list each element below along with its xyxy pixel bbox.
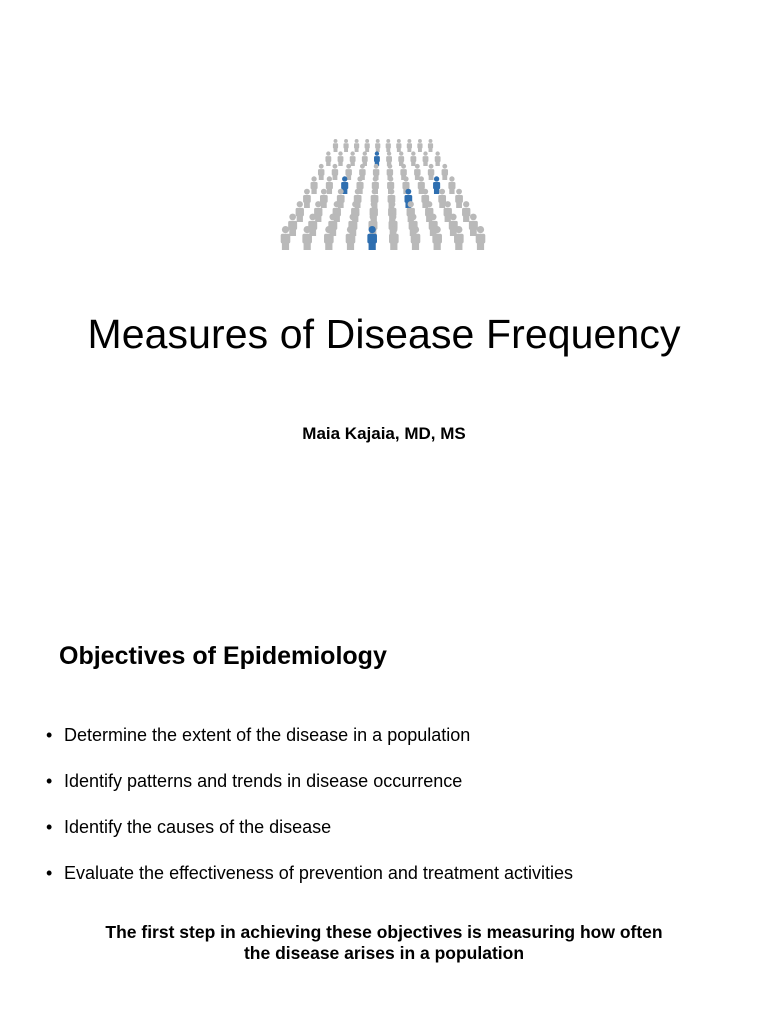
person-figure-icon (442, 164, 448, 180)
person-figure-icon (367, 226, 377, 250)
list-item (46, 858, 573, 904)
person-figure-icon (386, 139, 391, 152)
person-figure-icon (389, 226, 399, 250)
conclusion-line-1: The first step in achieving these objectives is measuring how often (105, 922, 663, 942)
list-item-text: Evaluate the effectiveness of prevention and treatment activities (64, 863, 573, 883)
person-figure-icon (288, 214, 297, 236)
conclusion-text (0, 922, 768, 964)
person-figure-icon (410, 151, 416, 166)
crowd-illustration (278, 126, 488, 266)
author-name: Maia Kajaia, MD, MS (302, 424, 466, 443)
person-figure-icon (365, 139, 370, 152)
person-figure-icon (428, 139, 433, 152)
person-figure-icon (296, 201, 304, 222)
person-figure-icon (417, 139, 422, 152)
objectives-heading: Objectives of Epidemiology (59, 642, 387, 670)
bullet-icon: • (46, 863, 53, 883)
list-item-text: Determine the extent of the disease in a population (64, 725, 471, 745)
person-figure-icon (455, 189, 463, 208)
person-figure-icon (281, 226, 291, 250)
bullet-icon: • (46, 725, 53, 745)
person-figure-icon (407, 139, 412, 152)
person-figure-icon (318, 164, 324, 180)
person-figure-icon (326, 176, 333, 194)
bullet-icon: • (46, 817, 53, 837)
person-figure-icon (324, 226, 334, 250)
person-figure-icon (398, 151, 404, 166)
list-item-text: Identify patterns and trends in disease occurrence (64, 771, 463, 791)
list-item (46, 812, 573, 858)
person-figure-icon (476, 226, 486, 250)
person-figure-icon (302, 226, 312, 250)
list-item (46, 720, 573, 766)
person-figure-icon (354, 139, 359, 152)
objectives-slide (0, 560, 768, 1024)
person-figure-icon (386, 151, 392, 166)
person-figure-icon (325, 151, 331, 166)
person-figure-icon (343, 139, 348, 152)
person-figure-icon (333, 139, 338, 152)
person-figure-icon (303, 189, 311, 208)
person-figure-icon (469, 214, 478, 236)
person-figure-icon (462, 201, 470, 222)
person-figure-icon (411, 226, 421, 250)
slide-title: Measures of Disease Frequency (87, 311, 681, 357)
conclusion-line-2: the disease arises in a population (243, 943, 525, 963)
person-figure-icon (374, 151, 380, 166)
crowd-figures-graphic (278, 126, 488, 266)
person-figure-icon (449, 214, 458, 236)
person-figure-icon (346, 226, 356, 250)
person-figure-icon (433, 176, 440, 194)
list-item (46, 766, 573, 812)
bullet-icon: • (46, 771, 53, 791)
person-figure-icon (375, 139, 380, 152)
objectives-list (46, 720, 573, 904)
person-figure-icon (338, 151, 344, 166)
person-figure-icon (362, 151, 368, 166)
person-figure-icon (332, 164, 338, 180)
person-figure-icon (448, 176, 455, 194)
person-figure-icon (350, 151, 356, 166)
person-figure-icon (435, 151, 441, 166)
person-figure-icon (428, 164, 434, 180)
person-figure-icon (432, 226, 442, 250)
person-figure-icon (311, 176, 318, 194)
list-item-text: Identify the causes of the disease (64, 817, 332, 837)
person-figure-icon (423, 151, 429, 166)
person-figure-icon (308, 214, 317, 236)
person-figure-icon (396, 139, 401, 152)
person-figure-icon (454, 226, 464, 250)
